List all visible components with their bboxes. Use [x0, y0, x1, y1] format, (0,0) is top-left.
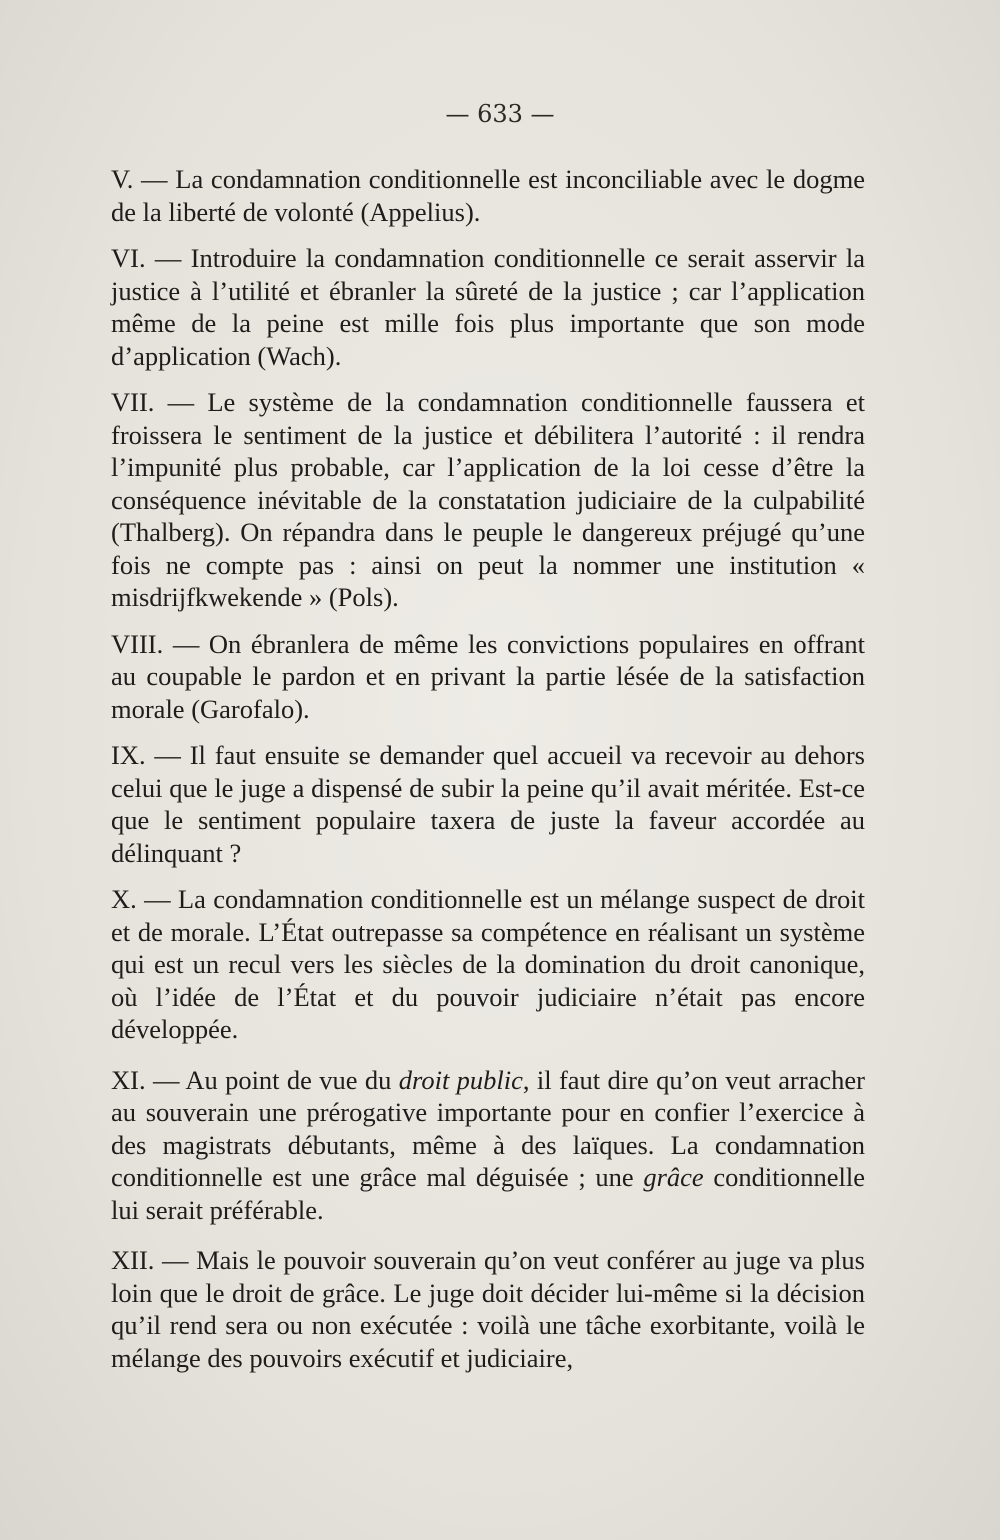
paragraph-xii: XII. — Mais le pouvoir souverain qu’on veut conférer au juge va plus loin que le droit de grâce. Le juge doit décider lui-même si la décision qu’il rend sera ou non exécutée : voilà une tâche exorbitante, voilà le mélange des pouvoirs exécutif et judiciaire,	[111, 1245, 865, 1373]
paragraph-x: X. — La condamnation conditionnelle est un mélange suspect de droit et de morale. L’État outrepasse sa compétence en réalisant un système qui est un recul vers les siècles de la domination du droit canonique, où l’idée de l’État et du pouvoir judiciaire n’était pas encore développée.	[111, 884, 865, 1044]
paragraph-vii: VII. — Le système de la condamnation conditionnelle faussera et froissera le sentiment de la justice et débilitera l’autorité : il rendra l’impunité plus probable, car l’application de la loi cesse d’être la conséquence inévitable de la constatation judiciaire de la culpabilité (Thalberg). On répandra dans le peuple le dangereux préjugé qu’une fois ne compte pas : ainsi on peut la nommer une institution « misdrijfkwekende » (Pols).	[111, 387, 865, 612]
body-text	[111, 163, 865, 1374]
paragraph-xi-italic-droit-public: droit public	[398, 1064, 523, 1095]
paragraph-xi-middle: , il faut dire qu’on veut arracher au souverain une prérogative importante pour en confier l’exercice à des magistrats débutants, même à des laïques. La condamnation conditionnelle est une grâce mal déguisée ; une	[111, 1064, 865, 1192]
paragraph-xi-italic-grace: grâce	[643, 1162, 704, 1192]
paragraph-xi-after: conditionnelle lui serait préférable.	[111, 1162, 865, 1225]
paragraph-xi	[111, 1064, 865, 1227]
paragraph-viii: VIII. — On ébranlera de même les convictions populaires en offrant au coupable le pardon et en privant la partie lésée de la satisfaction morale (Garofalo).	[111, 628, 865, 724]
paragraph-v: V. — La condamnation conditionnelle est inconciliable avec le dogme de la liberté de volonté (Appelius).	[111, 164, 865, 227]
paragraph-ix: IX. — Il faut ensuite se demander quel accueil va recevoir au dehors celui que le juge a dispensé de subir la peine qu’il avait méritée. Est-ce que le sentiment populaire taxera de juste la faveur accordée au délinquant ?	[111, 740, 865, 868]
page-number: — 633 —	[445, 100, 555, 128]
paragraph-vi: VI. — Introduire la condamnation conditionnelle ce serait asservir la justice à l’utilité et ébranler la sûreté de la justice ; car l’application même de la peine est mille fois plus importante que son mode d’application (Wach).	[111, 243, 865, 371]
paragraph-xi-before: XI. — Au point de vue du	[111, 1064, 399, 1095]
